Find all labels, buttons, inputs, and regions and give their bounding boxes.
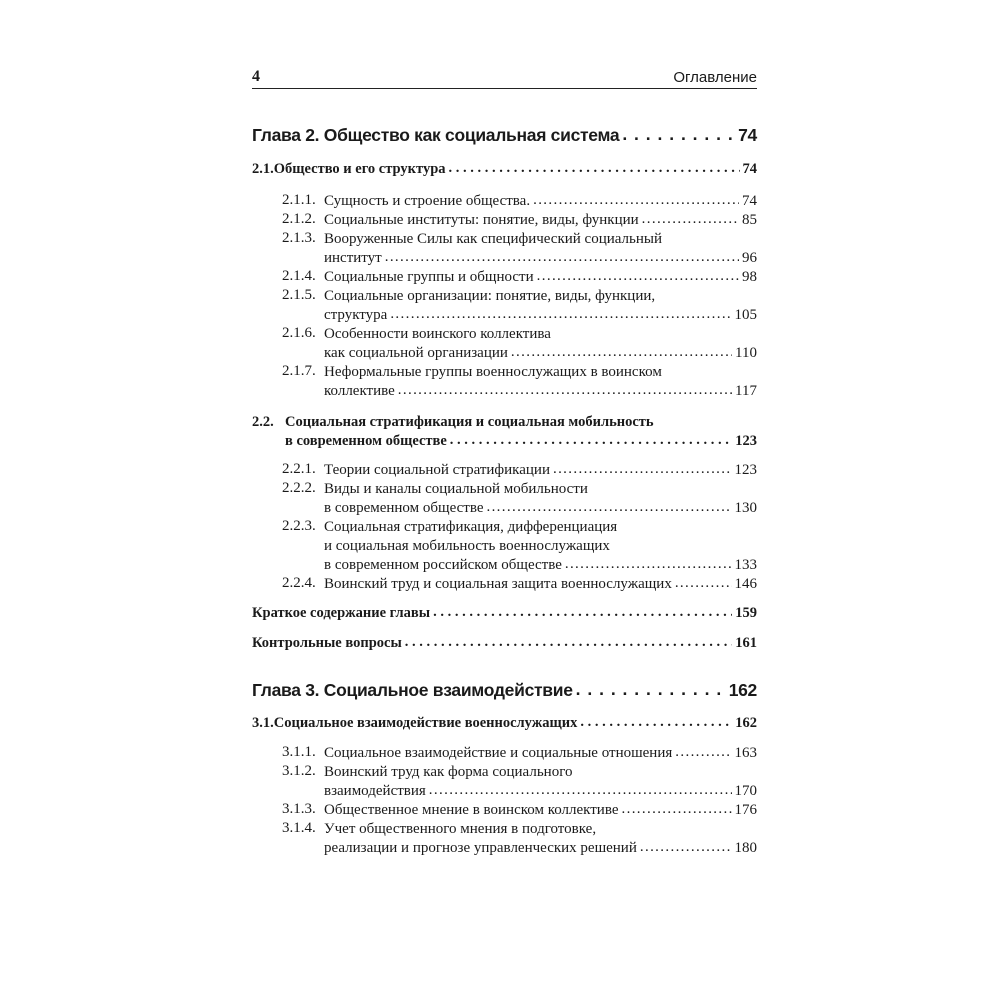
entry-title: Социальные институты: понятие, виды, функции (324, 212, 639, 228)
section-title: Социальное взаимодействие военнослужащих (273, 715, 578, 731)
section-number: 2.1. (252, 161, 274, 177)
dot-leader (398, 381, 732, 400)
entry-number: 2.2.4. (282, 575, 316, 591)
subsection-list (252, 744, 757, 858)
dot-leader (622, 800, 732, 819)
chapter-block (252, 125, 757, 652)
toc-entry[interactable] (252, 575, 757, 594)
entry-title: Социальные организации: понятие, виды, функции, (324, 288, 656, 304)
running-header (252, 68, 757, 89)
entry-number: 2.1.3. (282, 230, 316, 246)
entry-number: 2.2.2. (282, 480, 316, 496)
entry-title: Неформальные группы военнослужащих в воинском (324, 364, 662, 380)
entry-page: 105 (734, 307, 757, 323)
toc-entry[interactable] (252, 325, 757, 363)
section-heading[interactable] (252, 414, 757, 450)
dot-leader (511, 343, 732, 362)
entry-title-cont: в современном российском обществе (324, 557, 562, 573)
entry-page: 163 (734, 745, 757, 761)
toc-entry[interactable] (252, 820, 757, 858)
entry-number: 2.1.1. (282, 192, 316, 208)
dot-leader (449, 160, 740, 177)
dot-leader (385, 248, 739, 267)
section-title: Социальная стратификация и социальная мобильность (285, 414, 654, 430)
page-number: 4 (252, 68, 260, 85)
entry-number: 3.1.4. (282, 820, 316, 836)
dot-leader (433, 604, 732, 621)
entry-number: 3.1.1. (282, 744, 316, 760)
entry-page: 133 (734, 557, 757, 573)
dot-leader (640, 838, 732, 857)
chapter-page: 162 (728, 680, 757, 700)
dot-leader (429, 781, 732, 800)
dot-leader (450, 432, 732, 449)
entry-title: Воинский труд и социальная защита военнослужащих (324, 576, 672, 592)
summary-page: 159 (735, 605, 757, 621)
entry-title-cont: как социальной организации (324, 345, 508, 361)
section-number: 3.1. (252, 715, 274, 731)
entry-title: Учет общественного мнения в подготовке, (324, 821, 597, 837)
entry-title-cont: взаимодействия (324, 783, 426, 799)
section-page: 123 (735, 433, 757, 449)
subsection-list (252, 461, 757, 594)
chapter-page: 74 (738, 125, 757, 145)
dot-leader (576, 679, 726, 700)
entry-title: Социальное взаимодействие и социальные отношения (324, 745, 673, 761)
entry-number: 3.1.2. (282, 763, 316, 779)
entry-page: 146 (734, 576, 757, 592)
entry-title-cont: институт (324, 250, 382, 266)
toc-entry[interactable] (252, 211, 757, 230)
dot-leader (675, 743, 731, 762)
entry-title: Теории социальной стратификации (324, 462, 550, 478)
toc-page (252, 68, 757, 858)
entry-page: 130 (734, 500, 757, 516)
chapter-title: Глава 3. Социальное взаимодействие (252, 680, 573, 700)
chapter-block (252, 680, 757, 858)
entry-page: 117 (735, 383, 757, 399)
section-heading[interactable] (252, 161, 757, 178)
chapter-heading[interactable] (252, 680, 757, 701)
entry-number: 2.1.6. (282, 325, 316, 341)
entry-number: 2.2.1. (282, 461, 316, 477)
entry-number: 3.1.3. (282, 801, 316, 817)
chapter-heading[interactable] (252, 125, 757, 146)
dot-leader (486, 498, 731, 517)
entry-title-cont: в современном обществе (324, 500, 484, 516)
entry-page: 74 (742, 193, 757, 209)
dot-leader (580, 714, 732, 731)
entry-page: 123 (734, 462, 757, 478)
dot-leader (533, 191, 739, 210)
summary-entry[interactable] (252, 605, 757, 622)
entry-number: 2.2.3. (282, 518, 316, 534)
entry-number: 2.1.4. (282, 268, 316, 284)
toc-entry[interactable] (252, 518, 757, 575)
entry-page: 180 (734, 840, 757, 856)
entry-title: Социальные группы и общности (324, 269, 534, 285)
running-title: Оглавление (673, 69, 757, 86)
section-number: 2.2. (252, 414, 274, 430)
entry-page: 176 (734, 802, 757, 818)
section-title: Общество и его структура (273, 161, 446, 177)
dot-leader (622, 124, 735, 145)
section-page: 74 (742, 161, 757, 177)
questions-entry[interactable] (252, 635, 757, 652)
entry-title-cont: реализации и прогнозе управленческих решений (324, 840, 637, 856)
questions-title: Контрольные вопросы (252, 635, 402, 651)
entry-page: 110 (735, 345, 757, 361)
chapter-title: Глава 2. Общество как социальная система (252, 125, 620, 145)
section-heading[interactable] (252, 715, 757, 732)
dot-leader (675, 574, 732, 593)
entry-page: 98 (742, 269, 757, 285)
section-page: 162 (735, 715, 757, 731)
dot-leader (537, 267, 739, 286)
toc-entry[interactable] (252, 230, 757, 268)
entry-number: 2.1.5. (282, 287, 316, 303)
entry-title: Особенности воинского коллектива (324, 326, 551, 342)
entry-page: 85 (742, 212, 757, 228)
entry-number: 2.1.2. (282, 211, 316, 227)
entry-title-cont: и социальная мобильность военнослужащих (324, 538, 610, 554)
entry-title: Общественное мнение в воинском коллективе (324, 802, 619, 818)
subsection-list (252, 192, 757, 401)
toc-entry[interactable] (252, 192, 757, 211)
toc-entry[interactable] (252, 763, 757, 801)
entry-title-cont: структура (324, 307, 388, 323)
toc-entry[interactable] (252, 744, 757, 763)
dot-leader (390, 305, 731, 324)
entry-title: Социальная стратификация, дифференциация (324, 519, 618, 535)
entry-title: Виды и каналы социальной мобильности (324, 481, 588, 497)
section-title-cont: в современном обществе (285, 433, 447, 449)
questions-page: 161 (735, 635, 757, 651)
dot-leader (642, 210, 739, 229)
entry-title: Вооруженные Силы как специфический социальный (324, 231, 663, 247)
toc-entry[interactable] (252, 268, 757, 287)
entry-number: 2.1.7. (282, 363, 316, 379)
toc-entry[interactable] (252, 461, 757, 480)
entry-page: 170 (734, 783, 757, 799)
toc-entry[interactable] (252, 801, 757, 820)
toc-entry[interactable] (252, 287, 757, 325)
entry-title: Сущность и строение общества. (324, 193, 531, 209)
dot-leader (405, 634, 732, 651)
entry-page: 96 (742, 250, 757, 266)
dot-leader (553, 460, 732, 479)
toc-entry[interactable] (252, 363, 757, 401)
toc-entry[interactable] (252, 480, 757, 518)
entry-title: Воинский труд как форма социального (324, 764, 573, 780)
entry-title-cont: коллективе (324, 383, 395, 399)
summary-title: Краткое содержание главы (252, 605, 431, 621)
dot-leader (565, 555, 732, 574)
